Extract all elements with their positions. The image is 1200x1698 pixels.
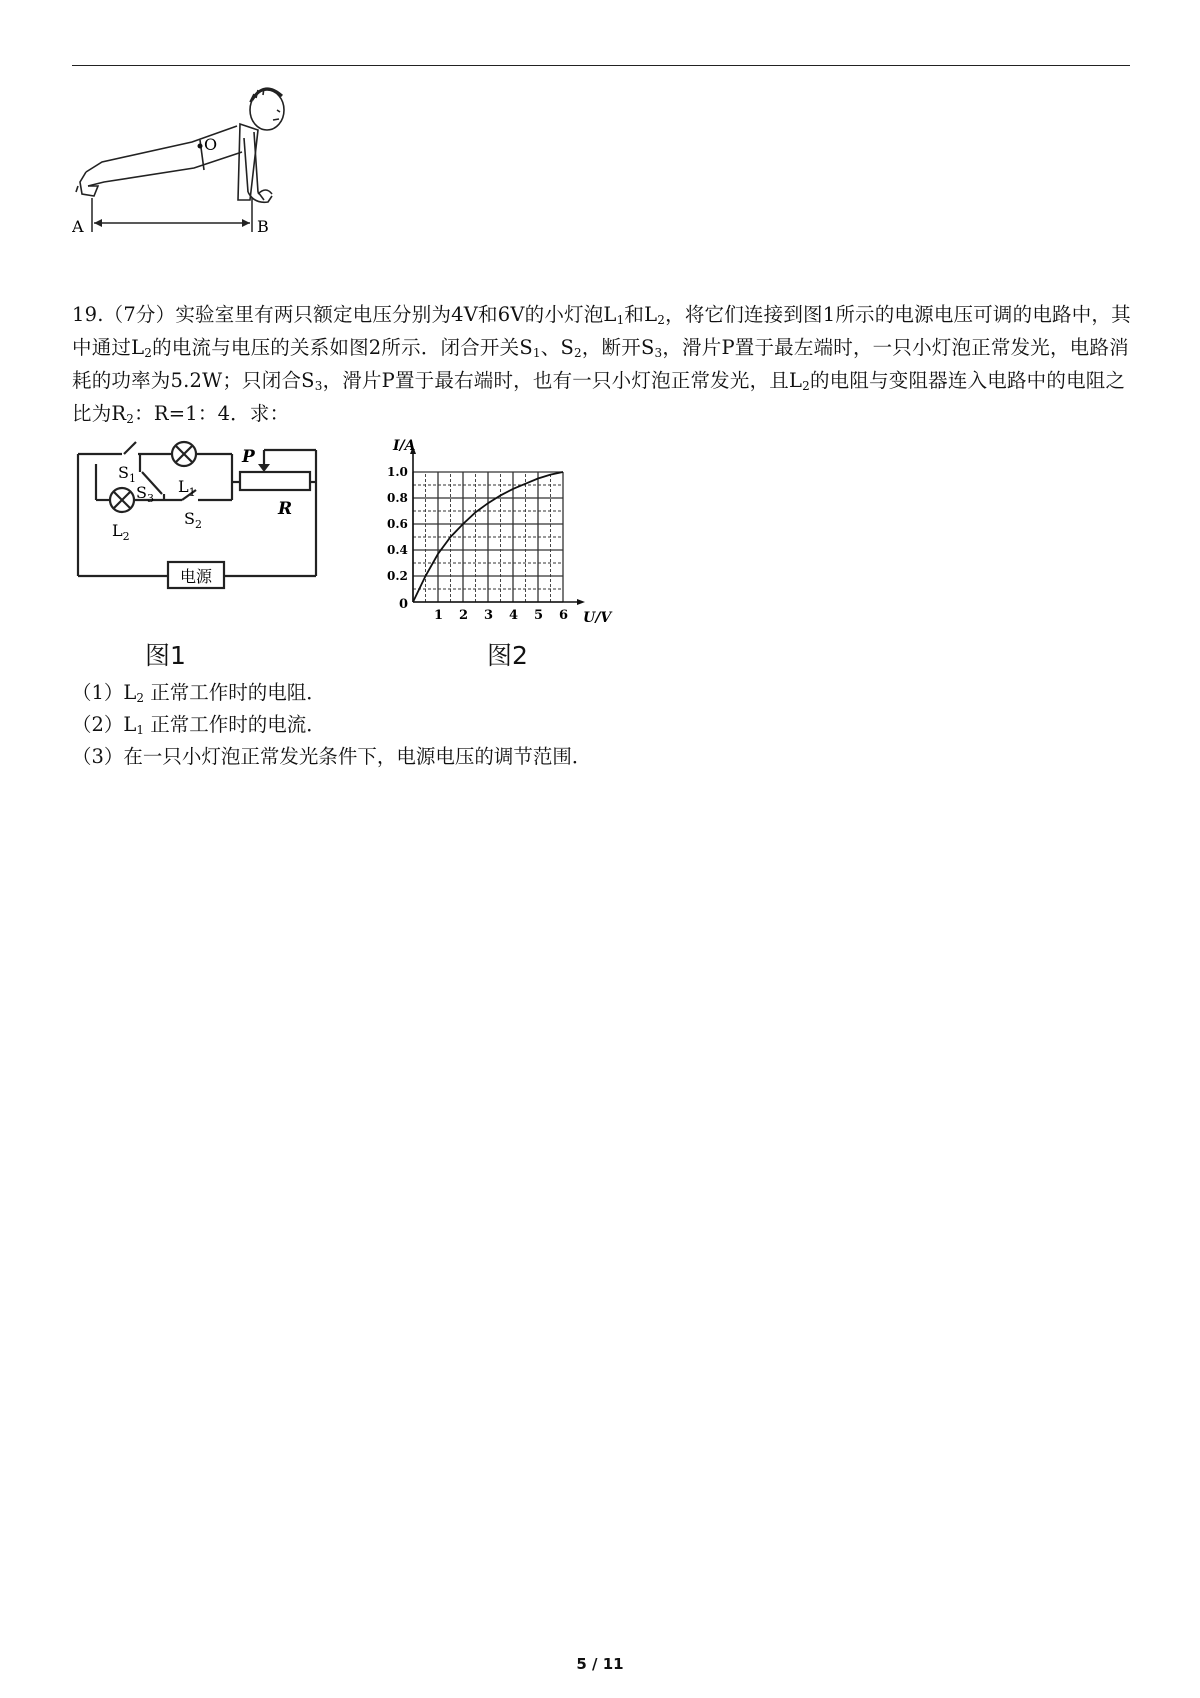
y-axis-label: I/A [393, 438, 416, 454]
q1-sub: 2 [136, 691, 145, 705]
sym-sub: 2 [802, 379, 810, 393]
label-r: R [278, 499, 293, 519]
label-s3: $S_3$ [136, 483, 154, 505]
label-a: A [72, 217, 84, 236]
caption-fig2: 图2 [487, 641, 528, 670]
y-tick-label: 1.0 [387, 465, 408, 479]
sym-sub: 1 [532, 346, 541, 360]
label-l1: $L_1$ [178, 477, 196, 499]
text-seg: ：R=1：4．求： [134, 402, 290, 425]
sym: L [788, 369, 803, 392]
text-seg: 实验室里有两只额定电压分别为4V和6V的小灯泡 [175, 303, 604, 326]
text-seg: 的电流与电压的关系如图2所示．闭合开关 [152, 336, 520, 359]
label-b: B [257, 217, 269, 236]
sym-sub: 3 [654, 346, 663, 360]
y-tick-label: 0.8 [387, 491, 408, 505]
label-s1: $S_1$ [118, 463, 136, 485]
page-number: 5 / 11 [576, 1655, 624, 1673]
iu-chart [385, 430, 635, 630]
text-seg: ，断开 [581, 336, 641, 359]
text-seg: 和 [624, 303, 645, 326]
problem-score: （7分） [103, 303, 176, 326]
sym: S [560, 336, 574, 359]
x-axis-label: U/V [583, 610, 612, 626]
x-tick-label: 6 [559, 608, 569, 623]
x-tick-label: 4 [509, 608, 519, 623]
sym-sub: 2 [657, 313, 666, 327]
q1-text: 正常工作时的电阻． [150, 681, 326, 704]
text-seg: ，滑片P置于最右端时，也有一只小灯泡正常发光，且 [322, 369, 789, 392]
x-tick-label: 1 [434, 608, 444, 623]
sym: L [603, 303, 617, 326]
sym: R [111, 402, 127, 425]
x-axis-arrow [577, 599, 585, 605]
label-s2: $S_2$ [184, 509, 202, 531]
circuit-diagram [72, 436, 347, 596]
sym: S [640, 336, 655, 359]
problem-number: 19. [72, 303, 104, 326]
pushup-figure [72, 82, 312, 260]
sym-sub: 3 [314, 379, 323, 393]
q1-sym: L [123, 681, 137, 704]
sym-sub: 2 [574, 346, 582, 360]
label-l2: $L_2$ [112, 521, 130, 543]
text-seg: 、 [540, 336, 561, 359]
sym: S [301, 369, 315, 392]
sym-sub: 1 [616, 313, 625, 327]
q1-prefix: （1） [72, 681, 124, 704]
caption-fig1: 图1 [145, 641, 186, 670]
x-tick-label: 5 [534, 608, 544, 623]
y-tick-label: 0.6 [387, 517, 408, 531]
question-2 [72, 712, 326, 738]
sym: L [644, 303, 658, 326]
chart-axes [410, 446, 585, 605]
y-tick-label: 0.4 [387, 543, 408, 557]
label-p: P [242, 447, 255, 467]
text-seg: 的电阻与变阻器连入电路中的电阻之比为 [72, 369, 1126, 425]
q2-prefix: （2） [72, 713, 124, 736]
origin-label: 0 [399, 597, 409, 612]
power-supply-label: 电源 [180, 567, 213, 586]
question-1 [72, 680, 326, 706]
center-of-gravity-dot [198, 144, 203, 149]
header-rule [72, 65, 1130, 66]
y-tick-label: 0.2 [387, 569, 408, 583]
chart-grid [413, 472, 563, 602]
label-o: O [204, 135, 218, 154]
q2-sub: 1 [136, 723, 145, 737]
x-tick-label: 3 [484, 608, 494, 623]
sym-sub: 2 [126, 412, 135, 426]
sym: L [131, 336, 145, 359]
sym: S [519, 336, 533, 359]
text-seg: ，将它们连接到图1所示的电源电压可调的电路中，其中通过 [72, 303, 1131, 359]
question-3: （3）在一只小灯泡正常发光条件下，电源电压的调节范围． [72, 745, 592, 768]
problem-text [72, 298, 1134, 430]
q2-sym: L [123, 713, 137, 736]
q2-text: 正常工作时的电流． [150, 713, 326, 736]
x-tick-label: 2 [459, 608, 469, 623]
sym-sub: 2 [144, 346, 153, 360]
text-seg: ，滑片P置于最左端时，一只小灯泡正常发光，电路消耗的功率为5.2W；只闭合 [72, 336, 1129, 392]
